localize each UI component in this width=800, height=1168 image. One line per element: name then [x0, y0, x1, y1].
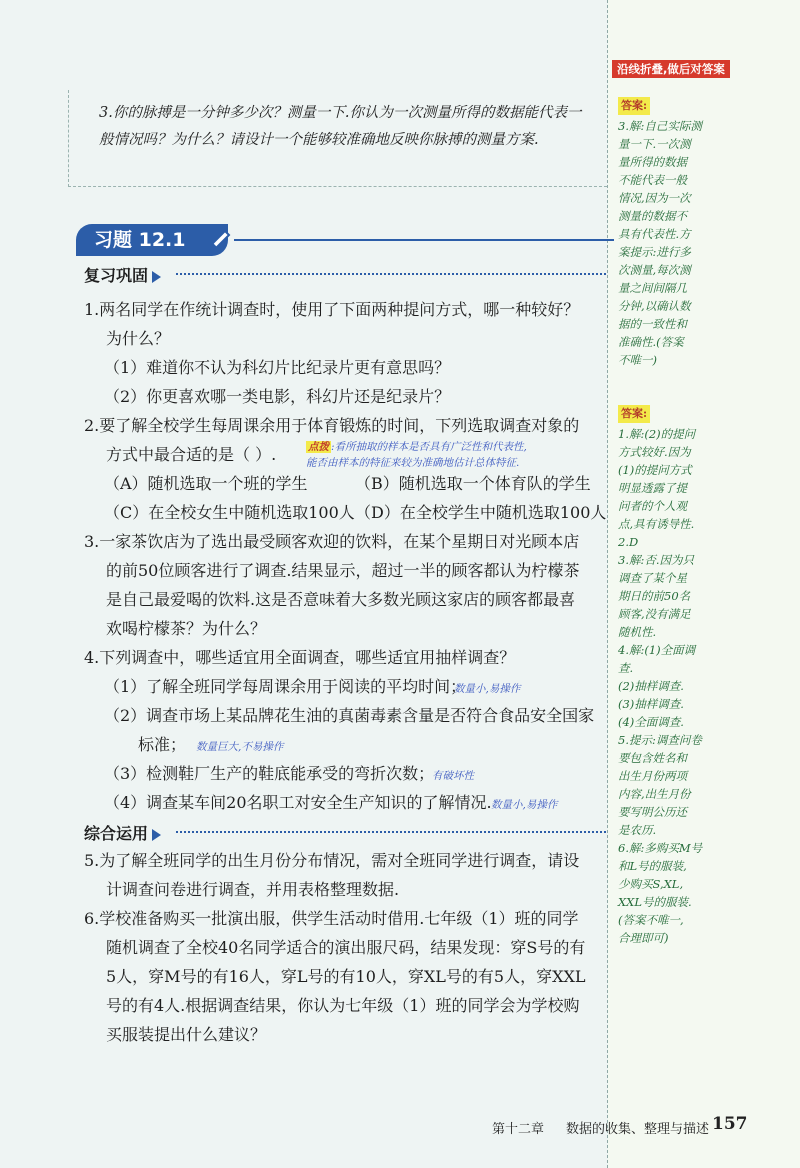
section-apply	[84, 821, 161, 844]
fold-banner: 沿线折叠,做后对答案	[612, 60, 730, 78]
question-3-text: 3.你的脉搏是一分钟多少次？测量一下.你认为一次测量所得的数据能代表一般情况吗？为什么？请设计一个能够较准确地反映你脉搏的测量方案.	[99, 105, 582, 148]
q4-note-4: 数量小,易操作	[491, 799, 558, 811]
answer-line: 量之间间隔几	[618, 281, 687, 295]
q3-line-2: 的前50位顾客进行了调查.结果显示，超过一半的顾客都认为柠檬茶	[106, 561, 580, 580]
section-review-label: 复习巩固	[84, 266, 149, 285]
q6-line-4: 号的有4人.根据调查结果，你认为七年级（1）班的同学会为学校购	[106, 996, 580, 1015]
q4-item-3: （3）检测鞋厂生产的鞋底能承受的弯折次数；	[104, 764, 435, 783]
q2-hint-2: 能否由样本的特征来较为准确地估计总体特征.	[306, 457, 520, 469]
exercise-title: 习题 12.1	[76, 224, 228, 256]
q4-item-1: （1）了解全班同学每周课余用于阅读的平均时间；	[104, 677, 467, 696]
page-number: 157	[712, 1114, 748, 1134]
answer-line: 出生月份两项	[618, 769, 687, 783]
answers-block-main	[618, 404, 738, 947]
answer-line: 和L号的服装,	[618, 859, 687, 873]
answer-line: 3.解:自己实际测	[618, 119, 702, 133]
q4-item-4: （4）调查某车间20名职工对安全生产知识的了解情况.	[104, 793, 492, 812]
answer-line: 明显透露了提	[618, 481, 687, 495]
hint-line-1: :看所抽取的样本是否具有广泛性和代表性,	[331, 441, 527, 453]
answer-line: 量一下.一次测	[618, 137, 691, 151]
arrow-icon	[152, 829, 161, 841]
answer-line: 情况,因为一次	[618, 191, 691, 205]
dotted-rule	[176, 831, 606, 833]
q5-line-2: 计调查问卷进行调查，并用表格整理数据.	[106, 880, 400, 899]
arrow-icon	[152, 271, 161, 283]
answers-label: 答案:	[618, 97, 650, 115]
q1-option-1: （1）难道你不认为科幻片比纪录片更有意思吗？	[104, 358, 451, 377]
q5-line-1: 5.为了解全班同学的出生月份分布情况，需对全班同学进行调查，请设	[84, 851, 580, 870]
q3-line-3: 是自己最爱喝的饮料.这是否意味着大多数光顾这家店的顾客都最喜	[106, 590, 576, 609]
answer-line: 量所得的数据	[618, 155, 687, 169]
q4-item-2-cont: 标准；	[138, 735, 187, 754]
q6-line-5: 买服装提出什么建议？	[106, 1025, 267, 1044]
answer-line: 具有代表性.方	[618, 227, 691, 241]
q2-option-b: （B）随机选取一个体育队的学生	[355, 474, 591, 493]
answer-line: 4.解:(1)全面调	[618, 643, 696, 657]
answer-line: 随机性.	[618, 625, 657, 639]
q2-line-2: 方式中最合适的是（ ）.	[106, 445, 277, 464]
section-apply-label: 综合运用	[84, 824, 149, 843]
footer-title: 数据的收集、整理与描述	[566, 1122, 710, 1137]
q4-item-2: （2）调查市场上某品牌花生油的真菌毒素含量是否符合食品安全国家	[104, 706, 595, 725]
answers-label: 答案:	[618, 405, 650, 423]
answer-line: 案提示:进行多	[618, 245, 691, 259]
q2-option-a: （A）随机选取一个班的学生	[104, 474, 308, 493]
hint-key: 点拨	[308, 441, 329, 453]
answer-line: 内容,出生月份	[618, 787, 691, 801]
answer-line: 不唯一)	[618, 353, 657, 367]
answer-line: 分钟,以确认数	[618, 299, 691, 313]
answer-line: 据的一致性和	[618, 317, 687, 331]
question-box	[68, 90, 607, 187]
q6-line-3: 5人，穿M号的有16人，穿L号的有10人，穿XL号的有5人，穿XXL	[106, 967, 586, 986]
q1-line-2: 为什么？	[106, 329, 171, 348]
answer-line: 期日的前50名	[618, 589, 691, 603]
answer-line: 要写明公历还	[618, 805, 687, 819]
answer-line: 合理即可)	[618, 931, 669, 945]
answer-line: 顾客,没有满足	[618, 607, 691, 621]
answer-line: 调查了某个星	[618, 571, 687, 585]
q6-line-1: 6.学校准备购买一批演出服，供学生活动时借用.七年级（1）班的同学	[84, 909, 579, 928]
answer-line: 是农历.	[618, 823, 657, 837]
fold-line	[607, 0, 608, 1168]
q4-note-3: 有破坏性	[432, 770, 474, 782]
answer-line: (2)抽样调查.	[618, 679, 684, 693]
answer-line: 测量的数据不	[618, 209, 687, 223]
answer-line: (4)全面调查.	[618, 715, 684, 729]
q2-option-d: （D）在全校学生中随机选取100人	[355, 503, 607, 522]
q4-note-2: 数量巨大,不易操作	[196, 741, 284, 753]
dotted-rule	[176, 273, 606, 275]
answer-line: 1.解:(2)的提问	[618, 427, 696, 441]
q2-line-1: 2.要了解全校学生每周课余用于体育锻炼的时间，下列选取调查对象的	[84, 416, 580, 435]
answer-line: XXL号的服装.	[618, 895, 692, 909]
exercise-rule	[234, 239, 614, 241]
q1-line-1: 1.两名同学在作统计调查时，使用了下面两种提问方式，哪一种较好？	[84, 300, 580, 319]
answer-line: 次测量,每次测	[618, 263, 691, 277]
answer-line: 要包含姓名和	[618, 751, 687, 765]
answer-line: 准确性.(答案	[618, 335, 684, 349]
answer-line: (1)的提问方式	[618, 463, 692, 477]
footer-chapter: 第十二章	[492, 1122, 545, 1137]
q1-option-2: （2）你更喜欢哪一类电影，科幻片还是纪录片？	[104, 387, 451, 406]
section-review	[84, 263, 161, 286]
q2-option-c: （C）在全校女生中随机选取100人	[104, 503, 355, 522]
answer-line: 方式较好.因为	[618, 445, 691, 459]
answer-line: 6.解:多购买M号	[618, 841, 703, 855]
answer-line: (答案不唯一,	[618, 913, 684, 927]
answer-line: 5.提示:调查问卷	[618, 733, 702, 747]
exercise-header	[66, 224, 614, 258]
q2-hint	[306, 439, 527, 454]
answer-line: 不能代表一般	[618, 173, 687, 187]
answer-line: 2.D	[618, 535, 639, 549]
q3-line-4: 欢喝柠檬茶？为什么？	[106, 619, 267, 638]
answers-block-top	[618, 96, 738, 369]
answer-line: 查.	[618, 661, 634, 675]
q3-line-1: 3.一家茶饮店为了选出最受顾客欢迎的饮料，在某个星期日对光顾本店	[84, 532, 580, 551]
answer-line: 3.解:否.因为只	[618, 553, 695, 567]
answer-line: 点,具有诱导性.	[618, 517, 695, 531]
answer-line: 问者的个人观	[618, 499, 687, 513]
q4-line-1: 4.下列调查中，哪些适宜用全面调查，哪些适宜用抽样调查？	[84, 648, 516, 667]
answer-line: (3)抽样调查.	[618, 697, 684, 711]
q6-line-2: 随机调查了全校40名同学适合的演出服尺码，结果发现：穿S号的有	[106, 938, 586, 957]
q4-note-1: 数量小,易操作	[454, 683, 521, 695]
answer-line: 少购买S,XL,	[618, 877, 684, 891]
pencil-icon	[206, 228, 232, 254]
